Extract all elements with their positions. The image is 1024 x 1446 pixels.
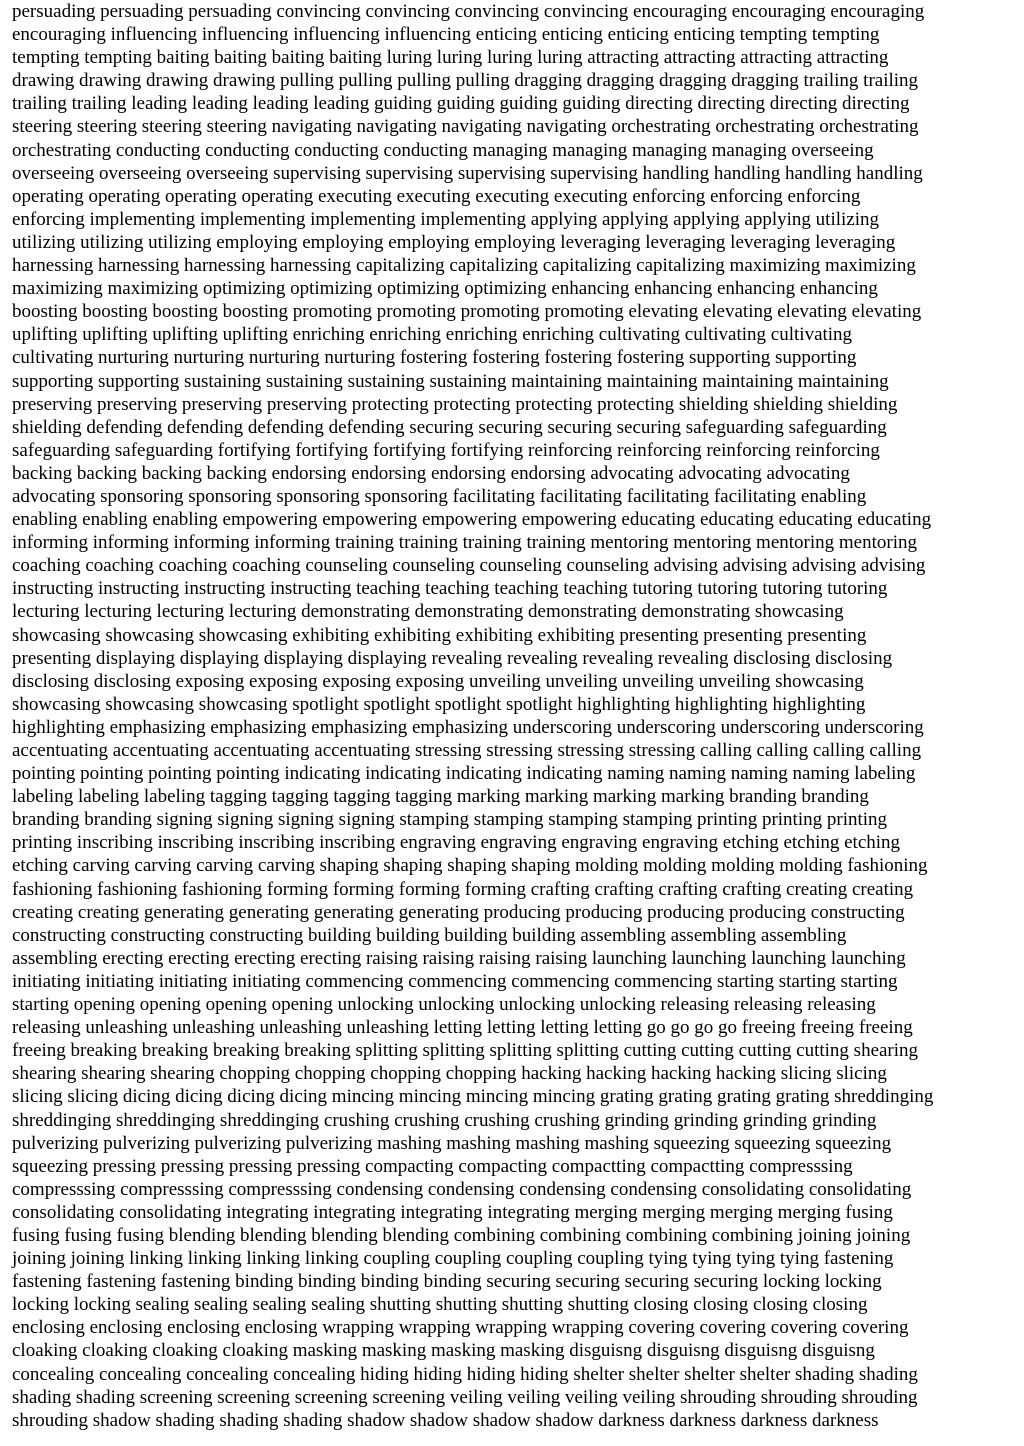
text-line: releasing unleashing unleashing unleashing unleashing letting letting letting letting go go go go freeing freeing freeing [12,1017,913,1039]
text-line: accentuating accentuating accentuating accentuating stressing stressing stressing stressing calling calling calling calling [12,740,922,761]
text-line: branding branding signing signing signing signing stamping stamping stamping stamping printing printing printing [12,809,888,831]
text-line: fastening fastening fastening binding binding binding binding securing securing securing securing locking locking [12,1271,882,1293]
text-line: showcasing showcasing showcasing exhibiting exhibiting exhibiting exhibiting presenting presenting presenting [12,624,867,646]
text-line: highlighting emphasizing emphasizing emphasizing emphasizing underscoring underscoring underscoring underscoring [12,716,924,738]
text-line: advocating sponsoring sponsoring sponsoring sponsoring facilitating facilitating facilitating facilitating enabling [12,485,867,507]
text-line: etching carving carving carving carving shaping shaping shaping shaping molding molding molding molding fashioning [12,855,928,877]
text-line: safeguarding safeguarding fortifying fortifying fortifying fortifying reinforcing reinforcing reinforcing reinforcing [12,439,880,461]
text-line: pulverizing pulverizing pulverizing pulverizing mashing mashing mashing mashing squeezing squeezing squeezing [12,1132,892,1154]
text-line: overseeing overseeing overseeing supervising supervising supervising supervising handling handling handling handling [12,162,923,184]
text-line: initiating initiating initiating initiating commencing commencing commencing commencing starting starting starting [12,970,898,992]
text-line: maximizing maximizing optimizing optimizing optimizing optimizing enhancing enhancing enhancing enhancing [12,278,878,300]
text-line: constructing constructing constructing building building building building assembling assembling assembling [12,924,847,946]
text-line: cloaking cloaking cloaking cloaking masking masking masking masking disguisng disguisng disguisng disguisng [12,1340,875,1362]
text-line: showcasing showcasing showcasing spotlight spotlight spotlight spotlight highlighting highlighting highlighting [12,693,866,715]
text-line: squeezing pressing pressing pressing pressing compacting compacting compactting compactting compresssing [12,1155,853,1177]
text-line: informing informing informing informing training training training training mentoring mentoring mentoring mentoring [12,532,917,554]
text-line: shrouding shadow shading shading shading shadow shadow shadow shadow darkness darkness darkness darkness [12,1409,879,1431]
text-line: creating creating generating generating generating generating producing producing producing producing constructing [12,901,905,923]
text-line: trailing trailing leading leading leading leading guiding guiding guiding guiding directing directing directing directing [12,93,910,115]
text-line: instructing instructing instructing instructing teaching teaching teaching teaching tutoring tutoring tutoring tutoring [12,578,888,600]
text-line: harnessing harnessing harnessing harnessing capitalizing capitalizing capitalizing capitalizing maximizing maximizing [12,255,916,277]
text-line: shreddinging shreddinging shreddinging crushing crushing crushing crushing grinding grinding grinding grinding [12,1109,877,1131]
text-line: pointing pointing pointing pointing indicating indicating indicating indicating naming naming naming naming labeling [12,763,916,785]
text-line: fashioning fashioning fashioning forming forming forming forming crafting crafting crafting crafting creating creating [12,878,914,900]
text-line: operating operating operating operating executing executing executing executing enforcing enforcing enforcing [12,185,861,207]
text-line: enforcing implementing implementing implementing implementing applying applying applying applying utilizing [12,208,879,230]
text-line: disclosing disclosing exposing exposing exposing exposing unveiling unveiling unveiling unveiling showcasing [12,670,864,692]
text-line: printing inscribing inscribing inscribing inscribing engraving engraving engraving engraving etching etching etching [12,832,901,854]
text-line: cultivating nurturing nurturing nurturing nurturing fostering fostering fostering fostering supporting supporting [12,347,857,369]
text-line: persuading persuading persuading convincing convincing convincing convincing encouraging encouraging encouraging [12,1,925,22]
text-line: assembling erecting erecting erecting erecting raising raising raising raising launching launching launching launching [12,947,906,969]
text-line: slicing slicing dicing dicing dicing dicing mincing mincing mincing mincing grating grating grating grating shreddinging [12,1086,934,1108]
text-line: tempting tempting baiting baiting baiting baiting luring luring luring luring attracting attracting attracting attracting [12,47,889,69]
text-line: shearing shearing shearing chopping chopping chopping chopping hacking hacking hacking hacking slicing slicing [12,1063,887,1085]
text-line: preserving preserving preserving preserving protecting protecting protecting protecting shielding shielding shielding [12,393,898,415]
text-line: presenting displaying displaying displaying displaying revealing revealing revealing revealing disclosing disclosing [12,647,893,669]
text-line: consolidating consolidating integrating integrating integrating integrating merging merging merging merging fusing [12,1201,893,1223]
text-line: labeling labeling labeling tagging tagging tagging tagging marking marking marking marking branding branding [12,786,869,808]
text-line: fusing fusing fusing blending blending blending blending combining combining combining combining joining joining [12,1224,911,1246]
text-line: boosting boosting boosting boosting promoting promoting promoting promoting elevating elevating elevating elevating [12,301,922,323]
text-line: orchestrating conducting conducting conducting conducting managing managing managing managing overseeing [12,139,874,161]
text-line: steering steering steering steering navigating navigating navigating navigating orchestrating orchestrating orchestrating [12,116,919,138]
text-line: locking locking sealing sealing sealing sealing shutting shutting shutting shutting closing closing closing closing [12,1294,868,1316]
text-line: freeing breaking breaking breaking breaking splitting splitting splitting splitting cutting cutting cutting cutting shearing [12,1040,919,1062]
text-line: shading shading screening screening screening screening veiling veiling veiling veiling shrouding shrouding shrouding [12,1386,918,1408]
text-line: enclosing enclosing enclosing enclosing wrapping wrapping wrapping wrapping covering covering covering covering [12,1317,909,1339]
text-line: backing backing backing backing endorsing endorsing endorsing endorsing advocating advocating advocating [12,462,850,484]
text-line: compresssing compresssing compresssing condensing condensing condensing condensing consolidating consolidating [12,1178,912,1200]
text-line: concealing concealing concealing concealing hiding hiding hiding hiding shelter shelter shelter shelter shading shading [12,1363,918,1385]
text-line: coaching coaching coaching coaching counseling counseling counseling counseling advising advising advising advising [12,555,926,577]
text-line: starting opening opening opening opening unlocking unlocking unlocking unlocking releasing releasing releasing [12,994,876,1016]
text-line: encouraging influencing influencing influencing influencing enticing enticing enticing enticing tempting tempting [12,24,880,46]
text-line: lecturing lecturing lecturing lecturing demonstrating demonstrating demonstrating demonstrating showcasing [12,601,844,623]
text-line: shielding defending defending defending defending securing securing securing securing safeguarding safeguarding [12,416,887,438]
text-line: utilizing utilizing utilizing employing employing employing employing leveraging leveraging leveraging leveraging [12,231,896,253]
text-line: enabling enabling enabling empowering empowering empowering empowering educating educating educating educating [12,509,932,531]
text-line: uplifting uplifting uplifting uplifting enriching enriching enriching enriching cultivating cultivating cultivating [12,324,853,346]
text-line: supporting supporting sustaining sustaining sustaining sustaining maintaining maintaining maintaining maintaining [12,370,889,392]
text-line: drawing drawing drawing drawing pulling pulling pulling pulling dragging dragging dragging dragging trailing trailing [12,70,919,92]
text-line: joining joining linking linking linking linking coupling coupling coupling coupling tying tying tying tying fastening [12,1248,894,1270]
